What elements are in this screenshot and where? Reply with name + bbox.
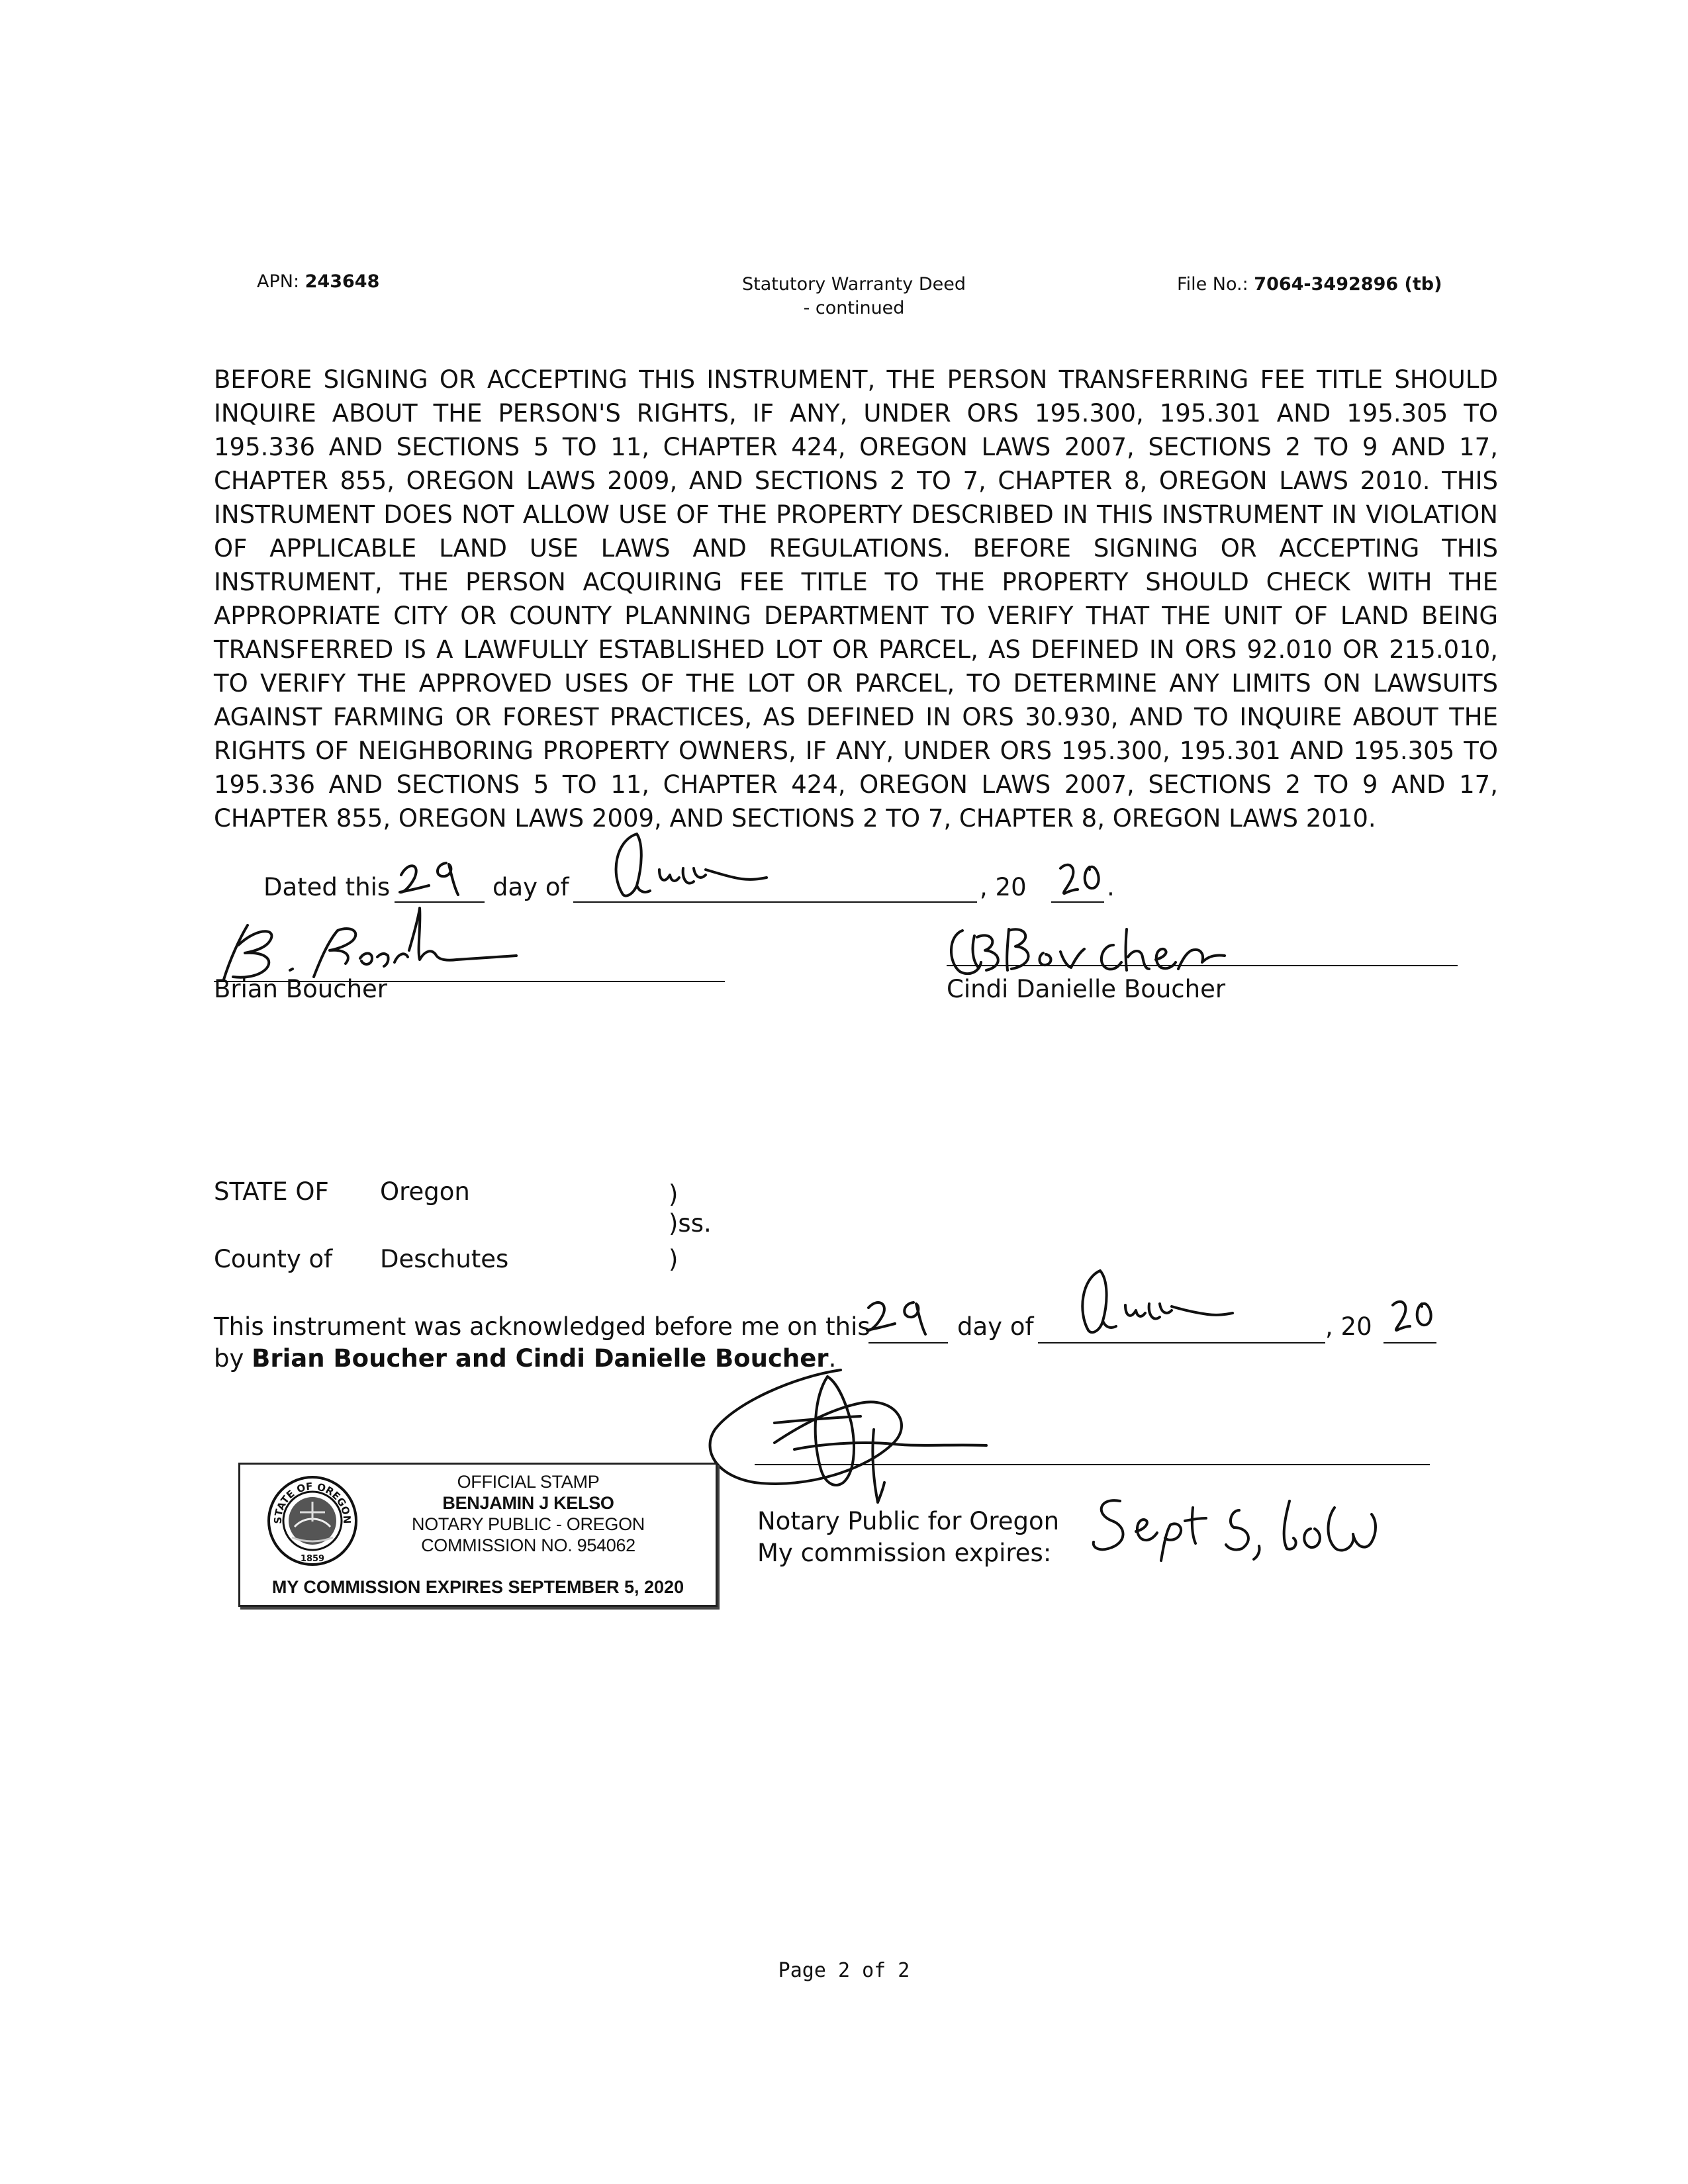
- venue-paren-1: ): [669, 1180, 679, 1208]
- notice-paragraph: [214, 363, 1498, 835]
- file-number: [1177, 273, 1442, 296]
- stamp-line-4: COMMISSION NO. 954062: [421, 1535, 635, 1555]
- stamp-line-1: OFFICIAL STAMP: [457, 1472, 600, 1492]
- signature-brian-boucher: [211, 899, 555, 986]
- signature-cindi-boucher: [940, 916, 1258, 982]
- signer-name-2: Cindi Danielle Boucher: [947, 975, 1226, 1003]
- official-notary-stamp: [238, 1463, 718, 1607]
- ack-prefix: This instrument was acknowledged before me on this: [214, 1312, 870, 1341]
- stamp-text-block: [353, 1471, 704, 1556]
- signature-line-2: [947, 965, 1458, 966]
- handwritten-ack-month: [1066, 1264, 1264, 1340]
- notary-signature-line: [755, 1464, 1430, 1465]
- apn: [257, 270, 379, 294]
- venue-paren-2: ): [669, 1245, 679, 1273]
- stamp-line-5: MY COMMISSION EXPIRES SEPTEMBER 5, 2020: [271, 1577, 684, 1597]
- ack-year-line: [1383, 1342, 1436, 1343]
- apn-value: 243648: [305, 271, 380, 292]
- dated-year-line: [1051, 901, 1104, 903]
- apn-label: APN:: [257, 271, 300, 292]
- oregon-state-seal-icon: [265, 1474, 359, 1568]
- ack-by-label: by: [214, 1344, 244, 1373]
- signer-name-1: Brian Boucher: [214, 975, 387, 1003]
- ack-period: .: [828, 1344, 837, 1373]
- document-title: Statutory Warranty Deed: [742, 274, 966, 295]
- handwritten-ack-year: [1386, 1295, 1439, 1337]
- county-label: County of: [214, 1245, 333, 1273]
- notice-last-line: CHAPTER 855, OREGON LAWS 2009, AND SECTIONS 2 TO 7, CHAPTER 8, OREGON LAWS 2010.: [214, 804, 1376, 833]
- dated-year-prefix: , 20: [980, 873, 1027, 901]
- dated-period: .: [1107, 873, 1115, 901]
- venue-ss: )ss.: [669, 1209, 712, 1238]
- page-of: of: [862, 1959, 886, 1982]
- page-total: 2: [898, 1959, 910, 1982]
- stamp-line-3: NOTARY PUBLIC - OREGON: [412, 1514, 645, 1534]
- file-label: File No.:: [1177, 274, 1248, 295]
- handwritten-ack-day: [861, 1291, 940, 1343]
- notary-title: Notary Public for Oregon: [757, 1507, 1060, 1535]
- notary-signature: [695, 1357, 1039, 1516]
- dated-day-label: day of: [492, 873, 569, 901]
- document-title-block: [695, 273, 1013, 320]
- state-label: STATE OF: [214, 1177, 329, 1206]
- handwritten-dated-year: [1055, 858, 1108, 900]
- dated-prefix: Dated this: [263, 873, 391, 901]
- commission-expires-label: My commission expires:: [757, 1539, 1052, 1567]
- handwritten-commission-expiry: [1086, 1488, 1403, 1567]
- page-number: [712, 1959, 976, 1982]
- file-value: 7064-3492896 (tb): [1254, 274, 1442, 295]
- ack-year-prefix: , 20: [1325, 1312, 1372, 1341]
- seal-year: 1859: [300, 1554, 325, 1564]
- page-label: Page: [778, 1959, 826, 1982]
- seal-text: STATE OF OREGON: [271, 1480, 353, 1524]
- ack-day-label: day of: [957, 1312, 1034, 1341]
- handwritten-dated-day: [395, 848, 474, 901]
- stamp-line-2: BENJAMIN J KELSO: [442, 1493, 614, 1513]
- handwritten-dated-month: [596, 827, 794, 903]
- document-subtitle: - continued: [803, 298, 905, 318]
- county-value: Deschutes: [380, 1245, 509, 1273]
- state-value: Oregon: [380, 1177, 470, 1206]
- page-current: 2: [837, 1959, 851, 1982]
- ack-names: Brian Boucher and Cindi Danielle Boucher: [252, 1344, 829, 1373]
- notice-text: BEFORE SIGNING OR ACCEPTING THIS INSTRUMENT, THE PERSON TRANSFERRING FEE TITLE SHOULD INQUIRE ABOUT THE PERSON'S RIGHTS, IF ANY, UNDER ORS 195.300, 195.301 AND 195.305 TO 195.336 AND SECTIONS 5 TO 11, CHAPTER 424, OREGON LAWS 2007, SECTIONS 2 TO 9 AND 17, CHAPTER 855, OREGON LAWS 2009, AND SECTIONS 2 TO 7, CHAPTER 8, OREGON LAWS 2010. THIS INSTRUMENT DOES NOT ALLOW USE OF THE PROPERTY DESCRIBED IN THIS INSTRUMENT IN VIOLATION OF APPLICABLE LAND USE LAWS AND REGULATIONS. BEFORE SIGNING OR ACCEPTING THIS INSTRUMENT, THE PERSON ACQUIRING FEE TITLE TO THE PROPERTY SHOULD CHECK WITH THE APPROPRIATE CITY OR COUNTY PLANNING DEPARTMENT TO VERIFY THAT THE UNIT OF LAND BEING TRANSFERRED IS A LAWFULLY ESTABLISHED LOT OR PARCEL, AS DEFINED IN ORS 92.010 OR 215.010, TO VERIFY THE APPROVED USES OF THE LOT OR PARCEL, TO DETERMINE ANY LIMITS ON LAWSUITS AGAINST FARMING OR FOREST PRACTICES, AS DEFINED IN ORS 30.930, AND TO INQUIRE ABOUT THE RIGHTS OF NEIGHBORING PROPERTY OWNERS, IF ANY, UNDER ORS 195.300, 195.301 AND 195.305 TO 195.336 AND SECTIONS 5 TO 11, CHAPTER 424, OREGON LAWS 2007, SECTIONS 2 TO 9 AND 17,: [214, 365, 1498, 799]
- ack-month-line: [1038, 1342, 1325, 1343]
